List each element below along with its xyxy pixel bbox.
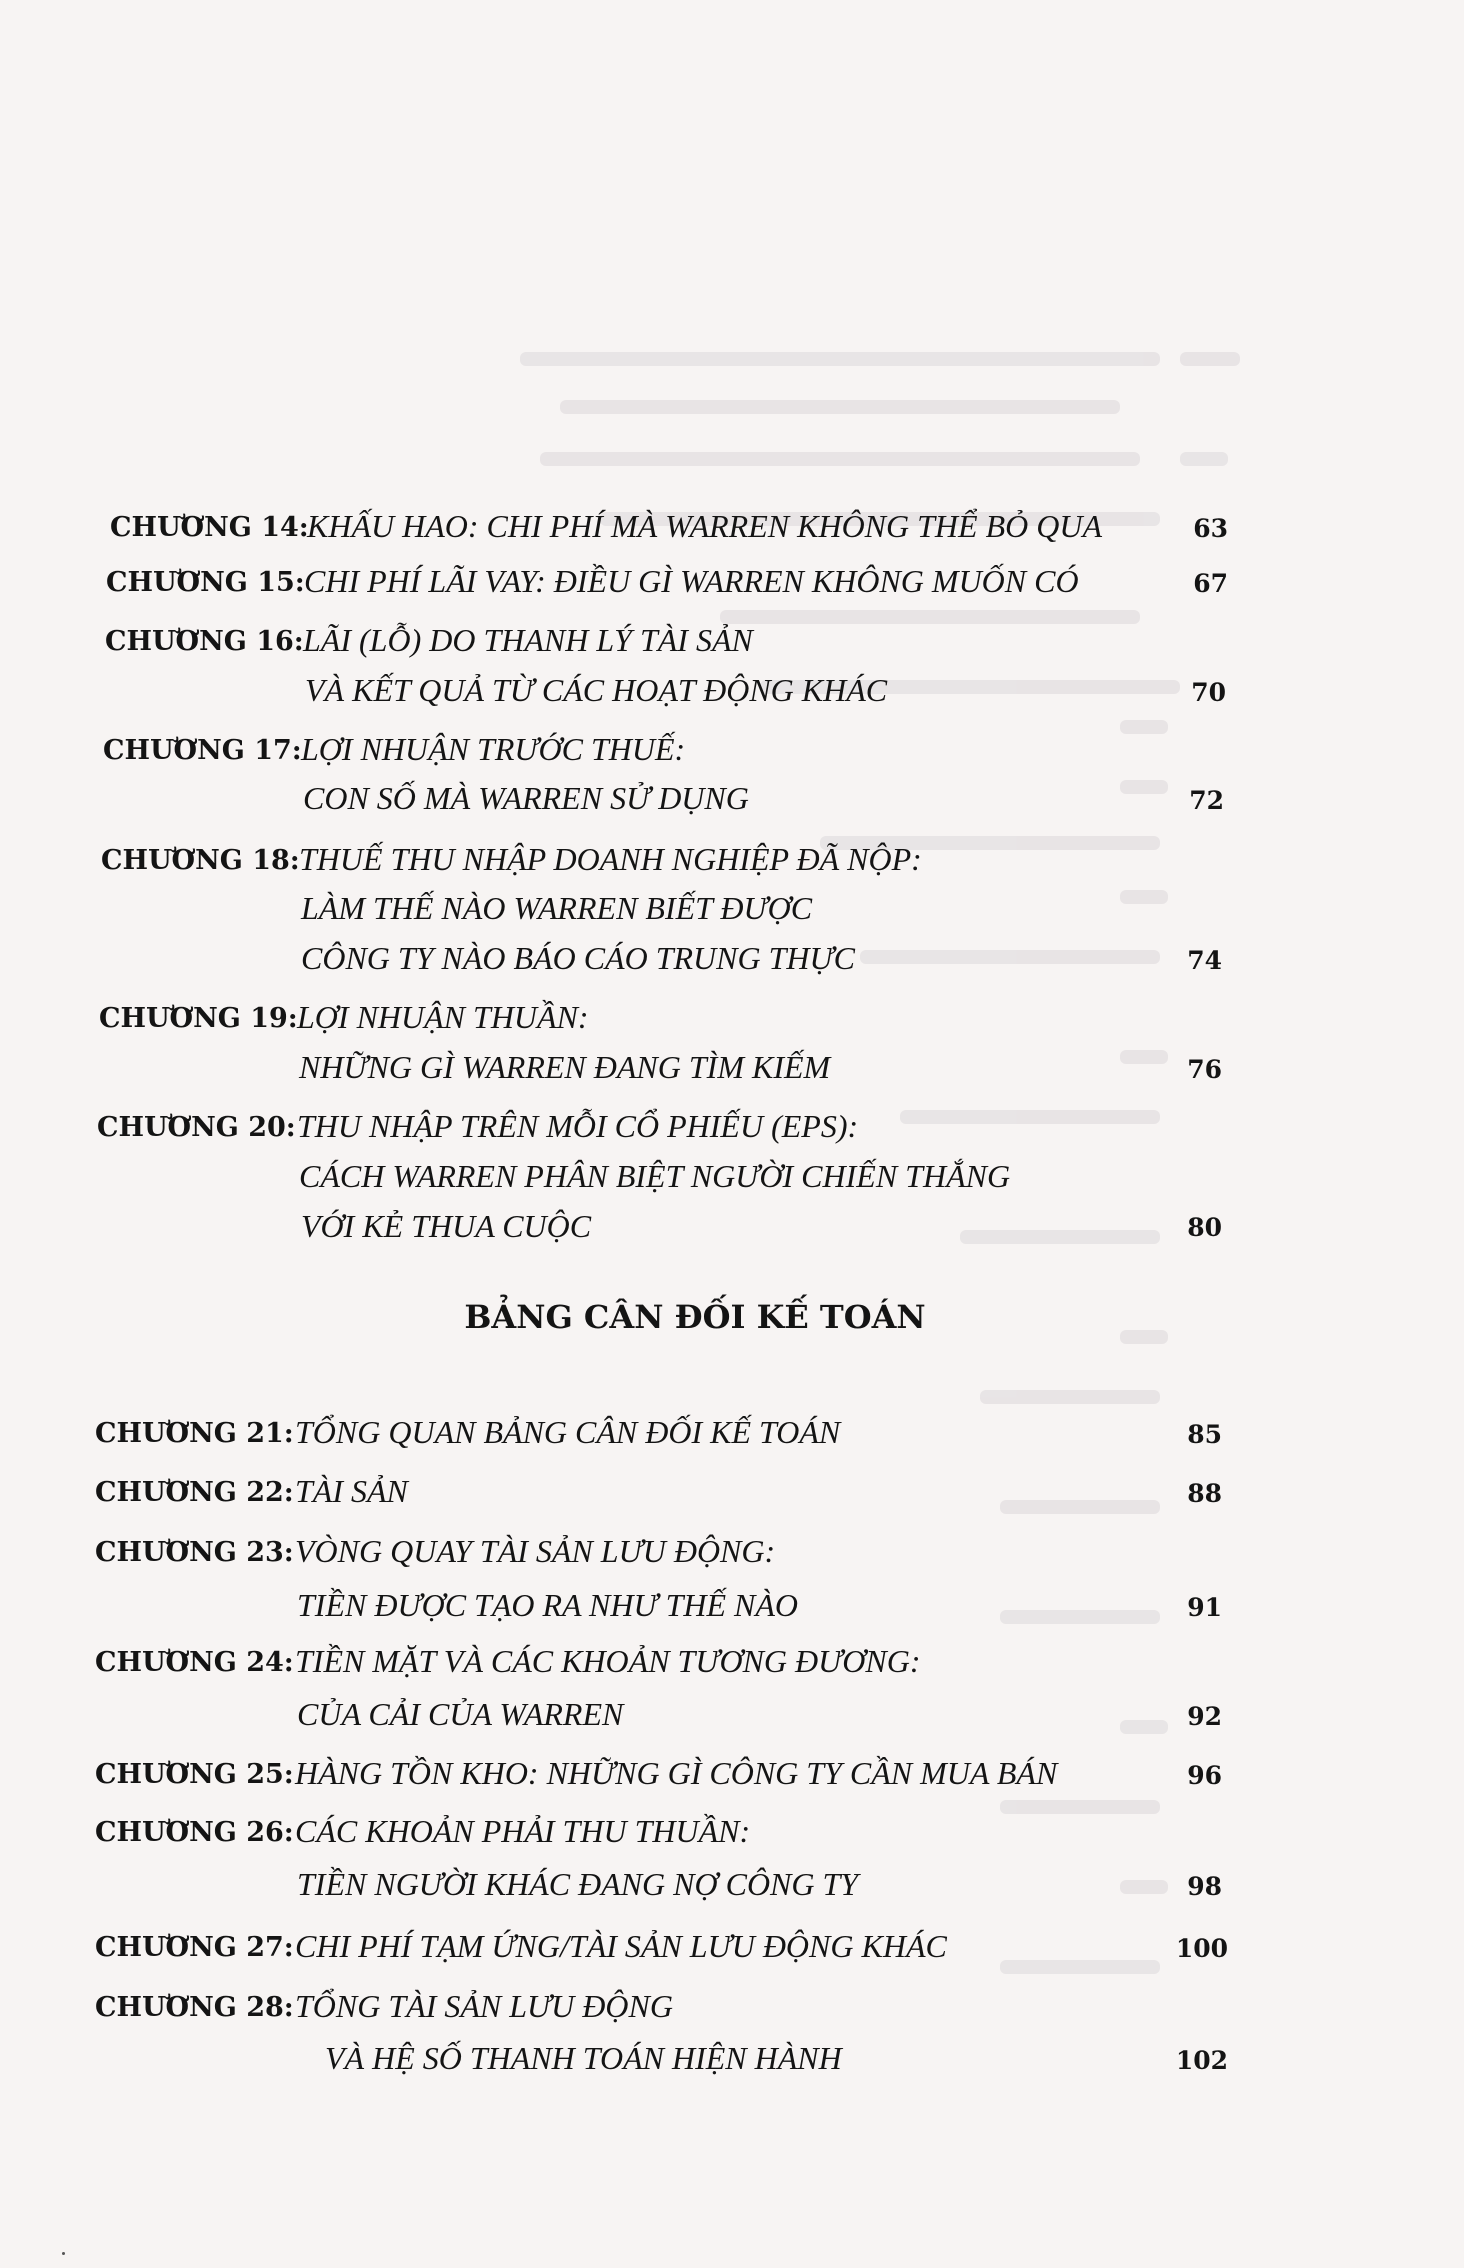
chapter-number: CHƯƠNG 21: bbox=[95, 1418, 294, 1449]
chapter-title-line: LỢI NHUẬN TRƯỚC THUẾ: bbox=[301, 731, 686, 767]
chapter-number: CHƯƠNG 23: bbox=[95, 1537, 294, 1568]
chapter-title-line: CHI PHÍ LÃI VAY: ĐIỀU GÌ WARREN KHÔNG MUỐN CÓ bbox=[304, 563, 1079, 599]
chapter-title-line: THU NHẬP TRÊN MỖI CỔ PHIẾU (EPS): bbox=[297, 1108, 859, 1144]
chapter-title-line: KHẤU HAO: CHI PHÍ MÀ WARREN KHÔNG THỂ BỎ QUA bbox=[307, 508, 1102, 544]
chapter-title-line: VÀ KẾT QUẢ TỪ CÁC HOẠT ĐỘNG KHÁC bbox=[305, 672, 888, 708]
chapter-number: CHƯƠNG 20: bbox=[97, 1112, 296, 1143]
page-number: 70 bbox=[1191, 678, 1226, 707]
page-number: 88 bbox=[1187, 1479, 1222, 1508]
chapter-title-line: TIỀN ĐƯỢC TẠO RA NHƯ THẾ NÀO bbox=[297, 1587, 799, 1623]
chapter-number: CHƯƠNG 18: bbox=[101, 845, 300, 876]
page-number: 80 bbox=[1187, 1213, 1222, 1242]
chapter-title-line: HÀNG TỒN KHO: NHỮNG GÌ CÔNG TY CẦN MUA BÁN bbox=[295, 1755, 1058, 1791]
chapter-title-line: VÒNG QUAY TÀI SẢN LƯU ĐỘNG: bbox=[295, 1533, 776, 1569]
page-number: 100 bbox=[1175, 1934, 1228, 1963]
page-number: 92 bbox=[1187, 1702, 1222, 1731]
page-number: 72 bbox=[1189, 786, 1224, 815]
chapter-title-line: TIỀN MẶT VÀ CÁC KHOẢN TƯƠNG ĐƯƠNG: bbox=[295, 1643, 921, 1679]
chapter-title-line: CHI PHÍ TẠM ỨNG/TÀI SẢN LƯU ĐỘNG KHÁC bbox=[295, 1928, 947, 1964]
chapter-number: CHƯƠNG 27: bbox=[95, 1932, 294, 1963]
chapter-title-line: VÀ HỆ SỐ THANH TOÁN HIỆN HÀNH bbox=[325, 2040, 842, 2076]
chapter-title-line: CÁC KHOẢN PHẢI THU THUẦN: bbox=[295, 1813, 751, 1849]
chapter-title-line: CÁCH WARREN PHÂN BIỆT NGƯỜI CHIẾN THẮNG bbox=[299, 1158, 1011, 1194]
chapter-title-line: LÀM THẾ NÀO WARREN BIẾT ĐƯỢC bbox=[301, 890, 813, 926]
chapter-number: CHƯƠNG 15: bbox=[106, 567, 305, 598]
chapter-title-line: VỚI KẺ THUA CUỘC bbox=[301, 1208, 592, 1244]
chapter-title-line: THUẾ THU NHẬP DOANH NGHIỆP ĐÃ NỘP: bbox=[299, 841, 922, 877]
chapter-title-line: LỢI NHUẬN THUẦN: bbox=[297, 999, 589, 1035]
page-number: 63 bbox=[1193, 514, 1228, 543]
chapter-title-line: CỦA CẢI CỦA WARREN bbox=[297, 1696, 624, 1732]
page-number: 85 bbox=[1187, 1420, 1222, 1449]
chapter-number: CHƯƠNG 24: bbox=[95, 1647, 294, 1678]
chapter-number: CHƯƠNG 25: bbox=[95, 1759, 294, 1790]
chapter-number: CHƯƠNG 22: bbox=[95, 1477, 294, 1508]
page-number: 96 bbox=[1187, 1761, 1222, 1790]
chapter-number: CHƯƠNG 26: bbox=[95, 1817, 294, 1848]
chapter-title-line: NHỮNG GÌ WARREN ĐANG TÌM KIẾM bbox=[299, 1049, 831, 1085]
page-number: 98 bbox=[1187, 1872, 1222, 1901]
page-number: 91 bbox=[1187, 1593, 1222, 1622]
page-number: 74 bbox=[1187, 946, 1222, 975]
page-number: 67 bbox=[1193, 569, 1228, 598]
page-number: 102 bbox=[1175, 2046, 1228, 2075]
chapter-number: CHƯƠNG 19: bbox=[99, 1003, 298, 1034]
chapter-number: CHƯƠNG 14: bbox=[110, 512, 309, 543]
chapter-title-line: LÃI (LỖ) DO THANH LÝ TÀI SẢN bbox=[303, 622, 753, 658]
chapter-number: CHƯƠNG 28: bbox=[95, 1992, 294, 2023]
chapter-number: CHƯƠNG 16: bbox=[105, 626, 304, 657]
chapter-title-line: TỔNG TÀI SẢN LƯU ĐỘNG bbox=[295, 1988, 673, 2024]
chapter-number: CHƯƠNG 17: bbox=[103, 735, 302, 766]
chapter-title-line: TIỀN NGƯỜI KHÁC ĐANG NỢ CÔNG TY bbox=[297, 1866, 859, 1902]
chapter-title-line: CON SỐ MÀ WARREN SỬ DỤNG bbox=[303, 780, 749, 816]
page-number: 76 bbox=[1187, 1055, 1222, 1084]
chapter-title-line: TÀI SẢN bbox=[295, 1473, 408, 1509]
section-heading: BẢNG CÂN ĐỐI KẾ TOÁN bbox=[464, 1298, 926, 1336]
chapter-title-line: CÔNG TY NÀO BÁO CÁO TRUNG THỰC bbox=[301, 940, 855, 976]
chapter-title-line: TỔNG QUAN BẢNG CÂN ĐỐI KẾ TOÁN bbox=[295, 1414, 841, 1450]
paper-speck bbox=[62, 2252, 65, 2255]
